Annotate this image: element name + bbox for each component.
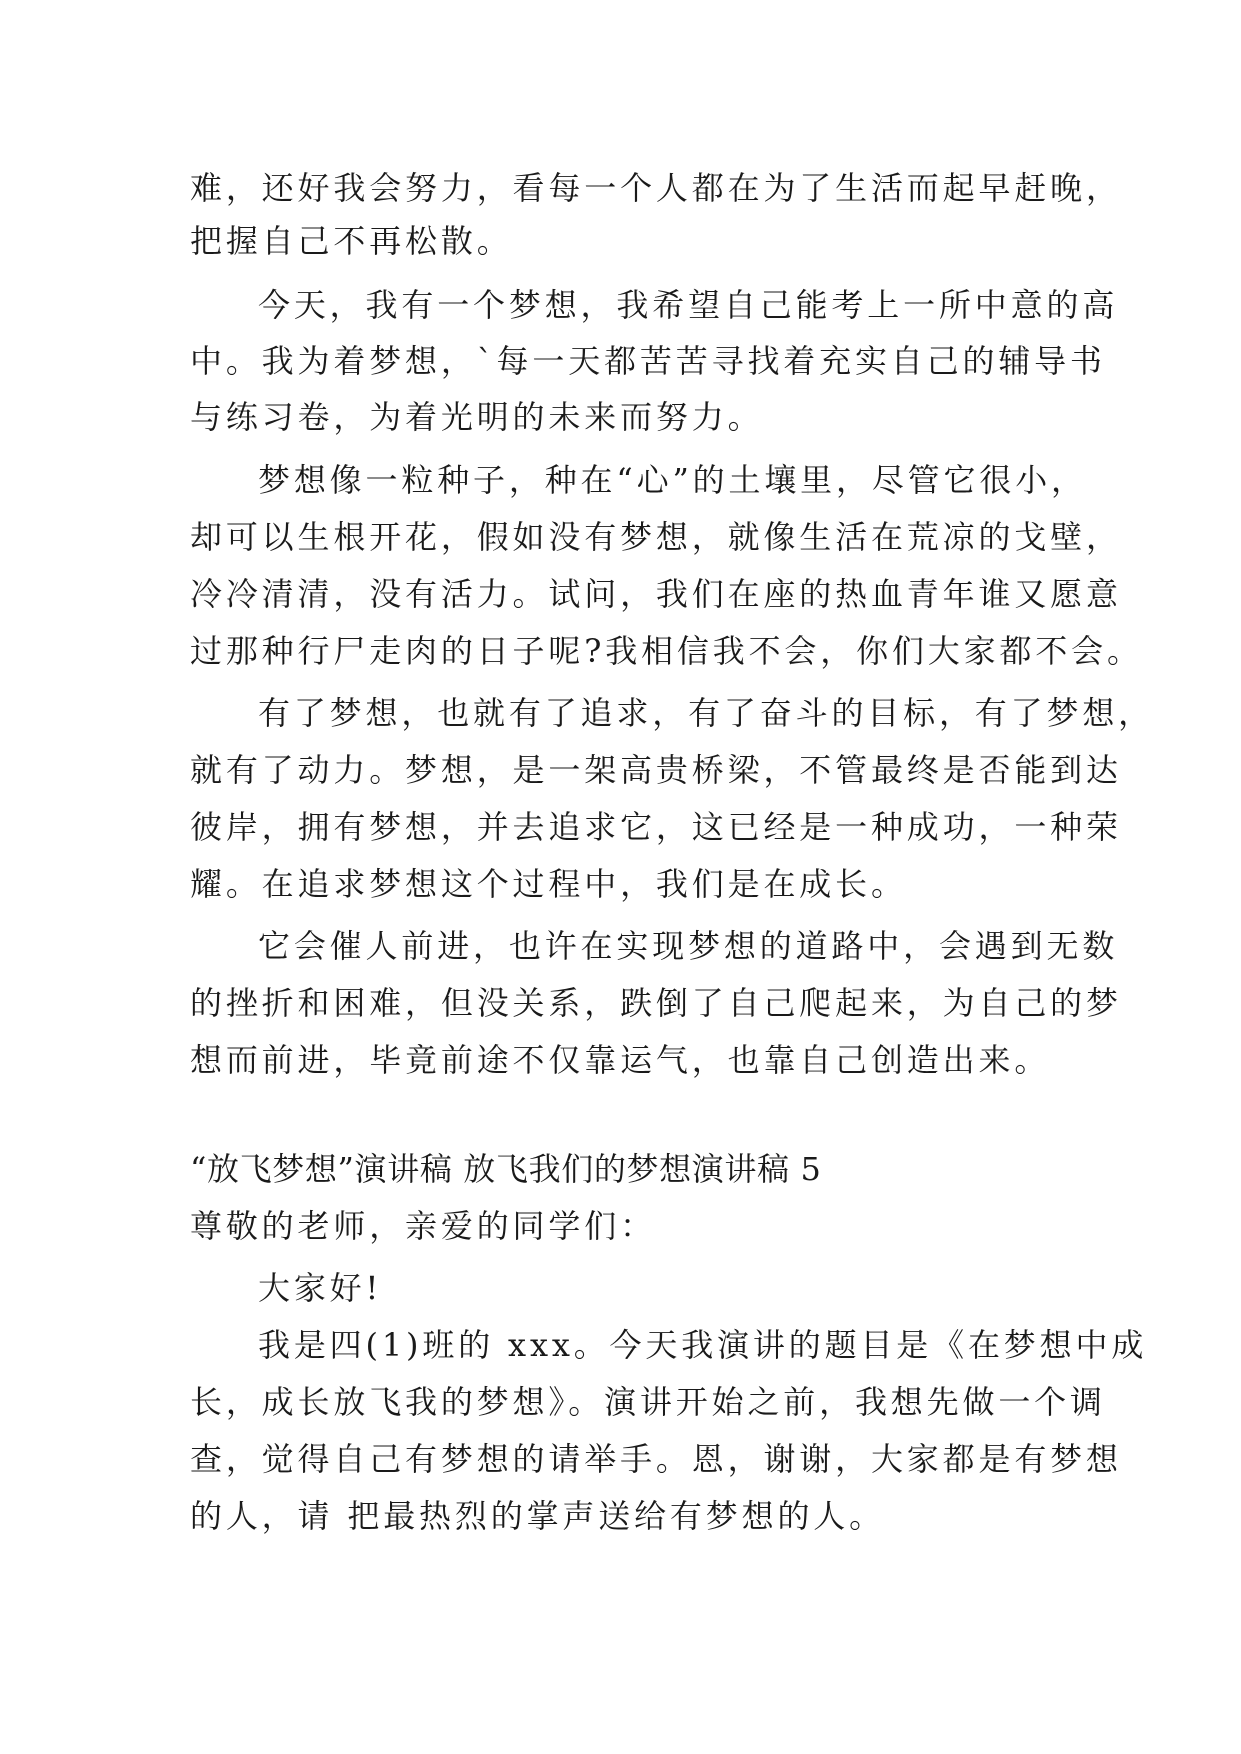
paragraph-start-line: 梦想像一粒种子，种在“心”的土壤里，尽管它很小， xyxy=(258,461,1087,499)
text-line: 的人，请 把最热烈的掌声送给有梦想的人。 xyxy=(190,1497,885,1535)
text-line: 与练习卷，为着光明的未来而努力。 xyxy=(190,398,764,436)
text-line: 长，成长放飞我的梦想》。演讲开始之前，我想先做一个调 xyxy=(190,1383,1106,1421)
text-line: 过那种行尸走肉的日子呢?我相信我不会，你们大家都不会。 xyxy=(190,632,1143,670)
text-line: 难，还好我会努力，看每一个人都在为了生活而起早赶晚， xyxy=(190,169,1122,207)
paragraph-start-line: 它会催人前进，也许在实现梦想的道路中，会遇到无数 xyxy=(258,927,1119,965)
salutation: 尊敬的老师，亲爱的同学们： xyxy=(190,1207,656,1245)
text-line: 就有了动力。梦想，是一架高贵桥梁，不管最终是否能到达 xyxy=(190,751,1122,789)
paragraph-start-line: 今天，我有一个梦想，我希望自己能考上一所中意的高 xyxy=(258,286,1119,324)
text-line: 冷冷清清，没有活力。试问，我们在座的热血青年谁又愿意 xyxy=(190,575,1122,613)
paragraph-start-line: 我是四(1)班的 xxx。今天我演讲的题目是《在梦想中成 xyxy=(258,1326,1148,1364)
paragraph-start-line: 有了梦想，也就有了追求，有了奋斗的目标，有了梦想， xyxy=(258,694,1155,732)
text-line: 的挫折和困难，但没关系，跌倒了自己爬起来，为自己的梦 xyxy=(190,984,1122,1022)
text-line: 把握自己不再松散。 xyxy=(190,222,513,260)
greeting: 大家好! xyxy=(258,1269,383,1307)
text-line: 彼岸，拥有梦想，并去追求它，这已经是一种成功，一种荣 xyxy=(190,808,1122,846)
text-line: 中。我为着梦想，`每一天都苦苦寻找着充实自己的辅导书 xyxy=(190,342,1106,380)
text-line: 查，觉得自己有梦想的请举手。恩，谢谢，大家都是有梦想 xyxy=(190,1440,1122,1478)
text-line: 却可以生根开花，假如没有梦想，就像生活在荒凉的戈壁， xyxy=(190,518,1122,556)
text-line: 想而前进，毕竟前途不仅靠运气，也靠自己创造出来。 xyxy=(190,1041,1051,1079)
section-title: “放飞梦想”演讲稿 放飞我们的梦想演讲稿 5 xyxy=(190,1150,822,1188)
text-line: 耀。在追求梦想这个过程中，我们是在成长。 xyxy=(190,865,907,903)
